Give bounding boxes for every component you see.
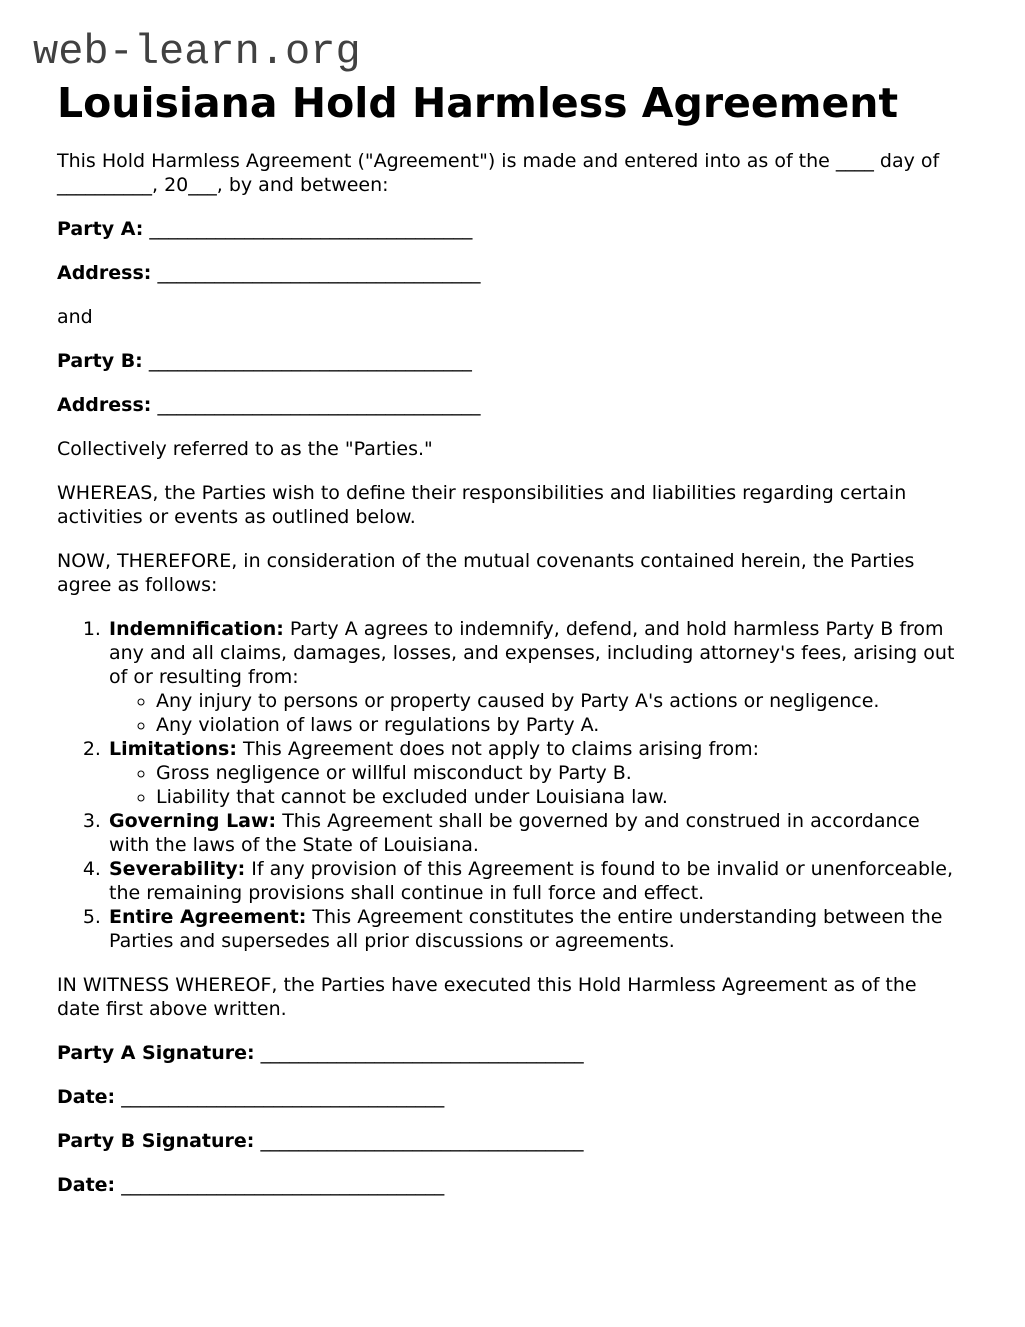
party-b-signature-blank-line: __________________________________ [260, 1130, 584, 1153]
clause-term: Entire Agreement: [109, 906, 307, 929]
party-a-signature-field [57, 1041, 962, 1065]
clause-term: Severability: [109, 858, 246, 881]
clause-subitem: ◦ Any injury to persons or property caused by Party A's actions or negligence. [156, 689, 962, 713]
clause-subitem: ◦ Liability that cannot be excluded under Louisiana law. [156, 785, 962, 809]
clauses-list [57, 617, 962, 953]
clause-item-indemnification [107, 617, 962, 737]
party-a-date-field [57, 1085, 962, 1109]
party-b-blank-line: __________________________________ [148, 350, 472, 373]
clause-item-entire-agreement [107, 905, 962, 953]
party-b-date-blank-line: __________________________________ [121, 1174, 445, 1197]
party-a-signature-blank-line: __________________________________ [260, 1042, 584, 1065]
whereas-paragraph: WHEREAS, the Parties wish to define their responsibilities and liabilities regarding certain activities or events as outlined below. [57, 482, 907, 529]
party-a-address-label: Address: [57, 262, 152, 285]
clause-term: Indemnification: [109, 618, 284, 641]
party-a-address-blank-line: __________________________________ [157, 262, 481, 285]
clause-subitem: ◦ Gross negligence or willful misconduct by Party B. [156, 761, 962, 785]
intro-paragraph: This Hold Harmless Agreement ("Agreement") is made and entered into as of the ____ day of __________, 20___, by and between: [57, 150, 940, 197]
party-b-signature-field [57, 1129, 962, 1153]
party-a-field [57, 217, 962, 241]
and-text: and [57, 306, 93, 329]
witness-paragraph: IN WITNESS WHEREOF, the Parties have executed this Hold Harmless Agreement as of the date first above written. [57, 974, 917, 1021]
clause-sublist [109, 761, 962, 809]
party-a-blank-line: __________________________________ [149, 218, 473, 241]
clause-item-severability [107, 857, 962, 905]
party-b-address-blank-line: __________________________________ [157, 394, 481, 417]
party-b-date-field [57, 1173, 962, 1197]
clause-text: This Agreement does not apply to claims arising from: [242, 738, 760, 761]
party-b-date-label: Date: [57, 1174, 116, 1197]
site-brand: web-learn.org [33, 28, 361, 76]
clause-subitem: ◦ Any violation of laws or regulations by Party A. [156, 713, 962, 737]
clause-item-governing-law [107, 809, 962, 857]
party-b-signature-label: Party B Signature: [57, 1130, 255, 1153]
clause-term: Governing Law: [109, 810, 277, 833]
party-a-label: Party A: [57, 218, 144, 241]
party-b-field [57, 349, 962, 373]
party-a-date-blank-line: __________________________________ [121, 1086, 445, 1109]
party-b-address-label: Address: [57, 394, 152, 417]
clause-text: This Agreement constitutes the entire understanding between the Parties and supersedes all prior discussions or agreements. [109, 906, 943, 953]
clause-text: This Agreement shall be governed by and construed in accordance with the laws of the State of Louisiana. [109, 810, 920, 857]
clause-text: If any provision of this Agreement is found to be invalid or unenforceable, the remaining provisions shall continue in full force and effect. [109, 858, 954, 905]
clause-sublist [109, 689, 962, 737]
clause-text: Party A agrees to indemnify, defend, and hold harmless Party B from any and all claims, damages, losses, and expenses, including attorney's fees, arising out of or resulting from: [109, 618, 955, 689]
party-b-address-field [57, 393, 962, 417]
collectively-text: Collectively referred to as the "Parties." [57, 438, 433, 461]
page-title: Louisiana Hold Harmless Agreement [57, 79, 899, 128]
party-a-date-label: Date: [57, 1086, 116, 1109]
party-b-label: Party B: [57, 350, 143, 373]
now-therefore-paragraph: NOW, THEREFORE, in consideration of the mutual covenants contained herein, the Parties agree as follows: [57, 550, 915, 597]
party-a-signature-label: Party A Signature: [57, 1042, 255, 1065]
clause-term: Limitations: [109, 738, 237, 761]
party-a-address-field [57, 261, 962, 285]
clause-item-limitations [107, 737, 962, 809]
